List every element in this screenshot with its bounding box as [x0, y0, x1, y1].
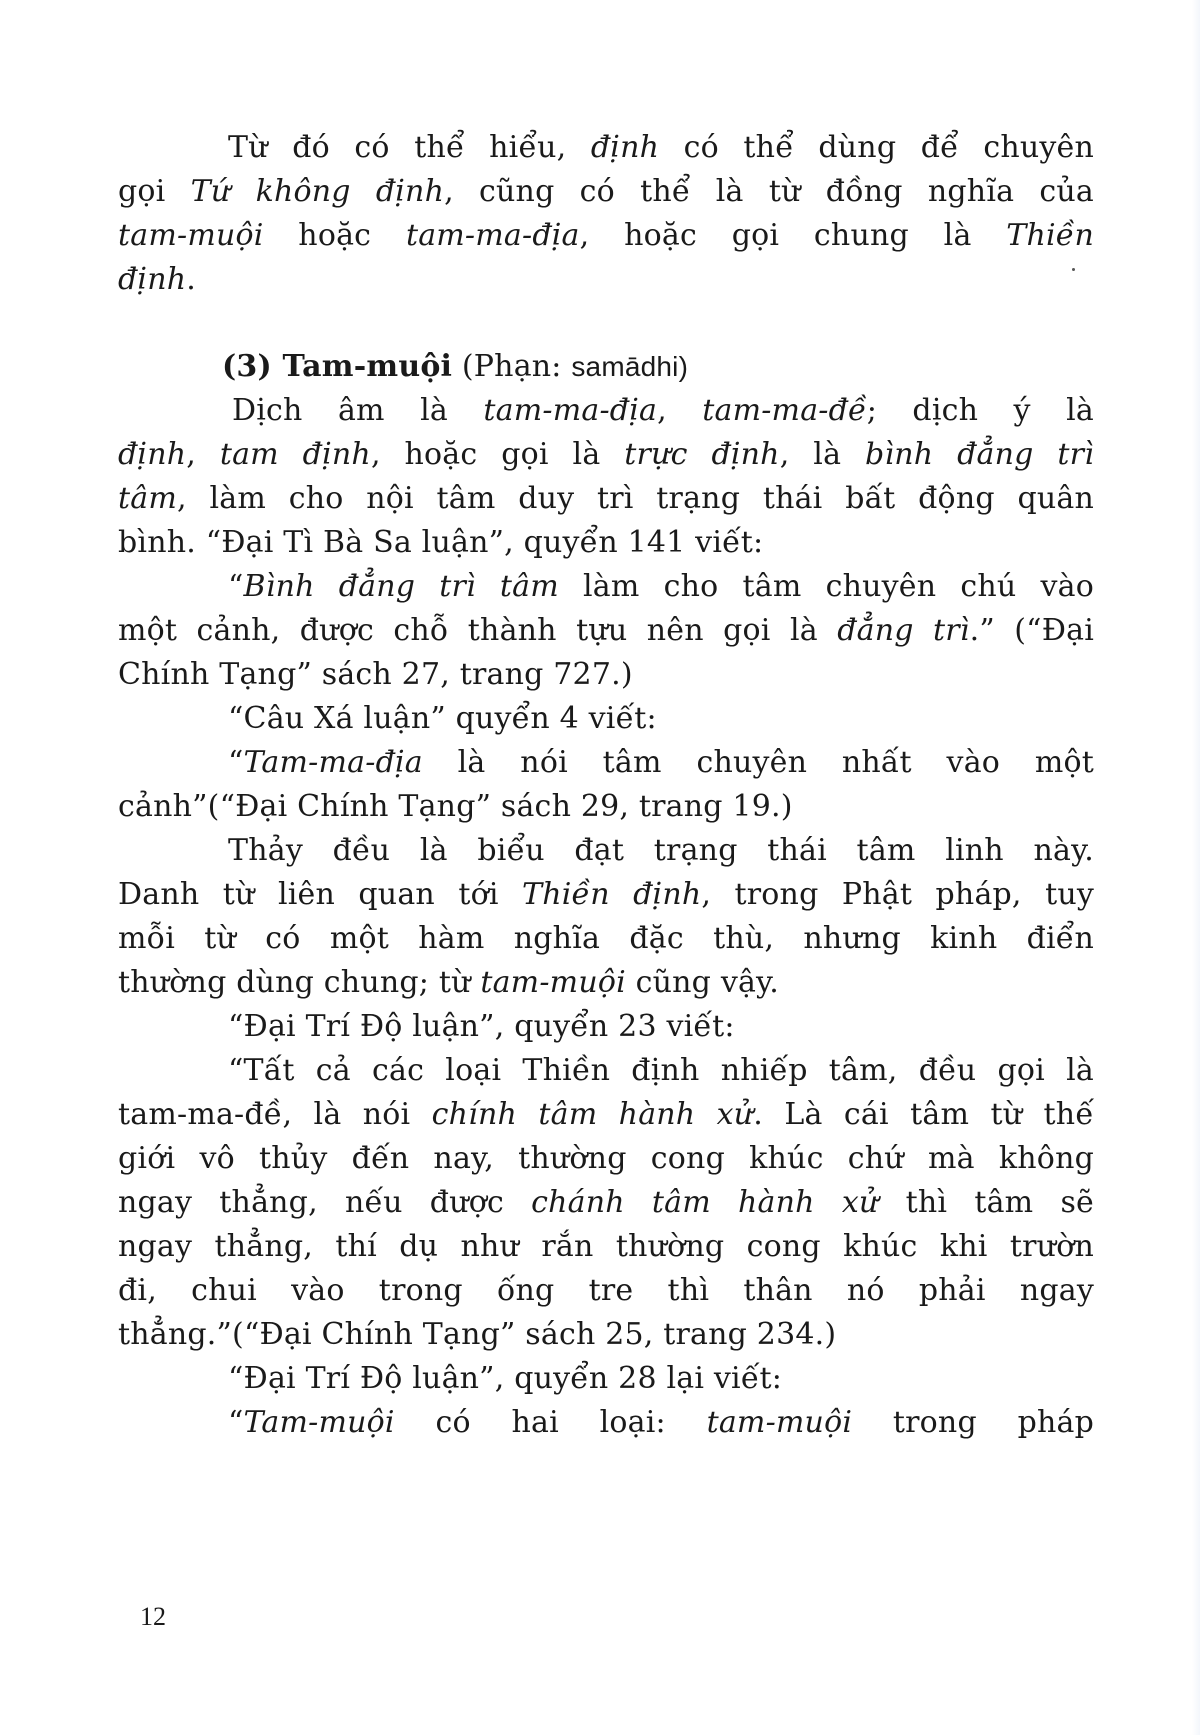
text-run: một cảnh, được chỗ thành tựu nên gọi là [118, 613, 838, 648]
text-line [118, 785, 1094, 829]
text-line [118, 258, 1094, 302]
text-run: cảnh”(“Đại Chính Tạng” sách 29, trang 19.) [118, 789, 793, 824]
text-run: bình. “Đại Tì Bà Sa luận”, quyển 141 viết: [118, 525, 764, 560]
text-line [118, 433, 1094, 477]
text-run: đi, chui vào trong ống tre thì thân nó phải ngay [118, 1273, 1094, 1308]
text-line [118, 214, 1094, 258]
text-run: là nói tâm chuyên nhất vào một [422, 745, 1094, 780]
scan-speck [1072, 268, 1075, 271]
text-line [228, 126, 1094, 170]
text-run: samādhi) [571, 351, 689, 382]
text-run: , làm cho nội tâm duy trì trạng thái bất động quân [177, 481, 1094, 516]
italic-term: tam-ma-địa [483, 393, 658, 428]
italic-term: định [590, 130, 660, 165]
text-run: thẳng.”(“Đại Chính Tạng” sách 25, trang 234.) [118, 1317, 837, 1352]
italic-term: tam-muội [118, 218, 264, 253]
text-run: , là [779, 437, 866, 472]
italic-term: tam-muội [480, 965, 626, 1000]
text-run: có thể dùng để chuyên [659, 130, 1094, 165]
text-run: “ [228, 1405, 244, 1440]
text-run: . [186, 262, 196, 297]
italic-term: tam-ma-đề [702, 393, 867, 428]
text-run: làm cho tâm chuyên chú vào [558, 569, 1094, 604]
text-line [118, 477, 1094, 521]
text-run: Chính Tạng” sách 27, trang 727.) [118, 657, 633, 692]
italic-term: Tứ không định [190, 174, 445, 209]
text-run: Thảy đều là biểu đạt trạng thái tâm linh này. [228, 833, 1094, 868]
text-run: Dịch âm là [232, 393, 484, 428]
text-run: trong pháp [852, 1405, 1095, 1440]
text-line [118, 1225, 1094, 1269]
italic-term: Thiền [1006, 218, 1094, 253]
italic-term: chánh tâm hành xử [531, 1185, 879, 1220]
text-line [228, 565, 1094, 609]
text-run: thường dùng chung; từ [118, 965, 481, 1000]
text-line [118, 1093, 1094, 1137]
text-line [118, 521, 1094, 565]
text-line [228, 1357, 1094, 1401]
text-line [118, 1269, 1094, 1313]
text-run: , [657, 393, 703, 428]
text-run: ngay thẳng, thí dụ như rắn thường cong khúc khi trườn [118, 1229, 1094, 1264]
text-run: mỗi từ có một hàm nghĩa đặc thù, nhưng kinh điển [118, 921, 1094, 956]
text-line [118, 170, 1094, 214]
text-line [118, 609, 1094, 653]
italic-term: Bình đẳng trì tâm [243, 569, 559, 604]
text-line [228, 1401, 1094, 1445]
italic-term: chính tâm hành xử [431, 1097, 754, 1132]
text-line [118, 873, 1094, 917]
text-run: .” (“Đại [969, 613, 1094, 648]
text-run: , [186, 437, 220, 472]
text-run: cũng vậy. [625, 965, 779, 1000]
italic-term: tam-ma-địa [405, 218, 580, 253]
bold-heading-term: (3) Tam-muội [222, 349, 453, 384]
text-run: thì tâm sẽ [878, 1185, 1094, 1220]
scan-edge [1192, 0, 1200, 1735]
text-run: gọi [118, 174, 191, 209]
text-line [118, 1181, 1094, 1225]
text-run: tam-ma-đề, là nói [118, 1097, 432, 1132]
text-run: hoặc [263, 218, 406, 253]
text-run: Từ đó có thể hiểu, [228, 130, 591, 165]
text-run: (Phạn: [452, 349, 572, 384]
italic-term: định [118, 437, 187, 472]
text-line [118, 961, 1094, 1005]
text-line [232, 389, 1094, 433]
italic-term: tâm [118, 481, 177, 516]
text-run: ngay thẳng, nếu được [118, 1185, 532, 1220]
text-line [118, 1137, 1094, 1181]
text-line [228, 741, 1094, 785]
text-line [228, 1005, 1094, 1049]
text-run: “Đại Trí Độ luận”, quyển 28 lại viết: [228, 1361, 783, 1396]
text-line [118, 1313, 1094, 1357]
text-line [228, 829, 1094, 873]
italic-term: tam định [219, 437, 371, 472]
text-run: , cũng có thể là từ đồng nghĩa của [444, 174, 1094, 209]
text-run: . Là cái tâm từ thế [753, 1097, 1094, 1132]
italic-term: định [118, 262, 187, 297]
italic-term: đẳng trì [837, 613, 970, 648]
section-heading [222, 345, 1094, 389]
text-line [118, 653, 1094, 697]
text-line [118, 917, 1094, 961]
text-line [228, 1049, 1094, 1093]
italic-term: trực định [624, 437, 780, 472]
text-line [228, 697, 1094, 741]
italic-term: Tam-muội [243, 1405, 395, 1440]
text-run: “Câu Xá luận” quyển 4 viết: [228, 701, 657, 736]
italic-term: Thiền định [522, 877, 702, 912]
text-run: , hoặc gọi là [370, 437, 625, 472]
text-run: Danh từ liên quan tới [118, 877, 523, 912]
text-run: “ [228, 569, 244, 604]
text-run: “Đại Trí Độ luận”, quyển 23 viết: [228, 1009, 735, 1044]
text-run: “ [228, 745, 244, 780]
text-run: có hai loại: [394, 1405, 707, 1440]
text-run: , trong Phật pháp, tuy [701, 877, 1094, 912]
italic-term: bình đẳng trì [865, 437, 1094, 472]
italic-term: tam-muội [706, 1405, 853, 1440]
text-run: ; dịch ý là [866, 393, 1094, 428]
text-run: “Tất cả các loại Thiền định nhiếp tâm, đều gọi là [228, 1053, 1094, 1088]
text-run: giới vô thủy đến nay, thường cong khúc chứ mà không [118, 1141, 1094, 1176]
italic-term: Tam-ma-địa [243, 745, 423, 780]
text-run: , hoặc gọi chung là [579, 218, 1007, 253]
page-number: 12 [140, 1602, 166, 1631]
